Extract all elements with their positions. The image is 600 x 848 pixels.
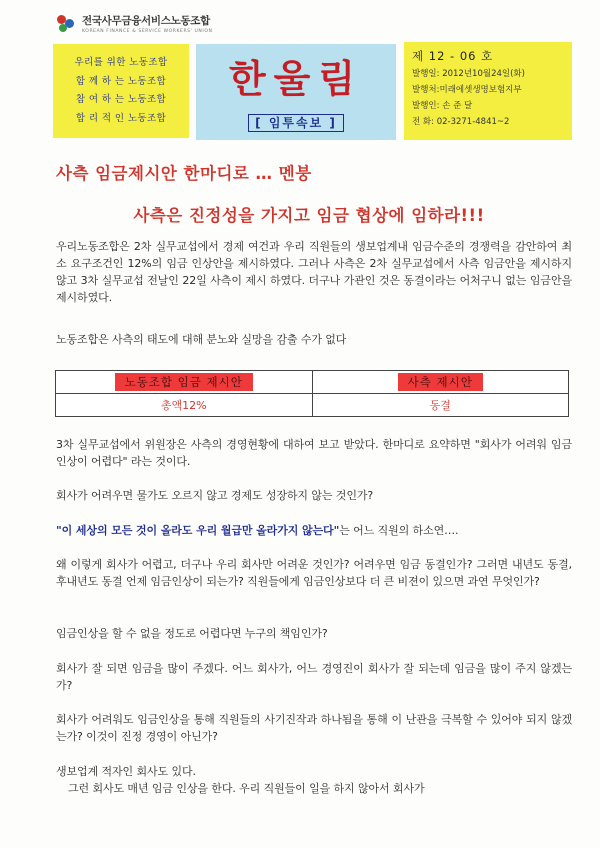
masthead-subtitle: [ 임투속보 ]	[248, 114, 344, 132]
issue-phone: 전 화: 02-3271-4841~2	[412, 117, 510, 127]
paragraph-briefing: 3차 실무교섭에서 위원장은 사측의 경영현황에 대하여 보고 받았다. 한마디로 요약하면 "회사가 어려워 임금인상이 어렵다" 라는 것이다.	[56, 438, 572, 468]
paragraph-employee-quote	[56, 522, 572, 539]
union-proposal-value: 총액12%	[56, 394, 313, 417]
org-subtitle: KOREAN FINANCE & SERVICE WORKERS' UNION	[82, 28, 213, 34]
org-name: 전국사무금융서비스노동조합	[82, 14, 210, 27]
issue-number: 제 12 - 06 호	[412, 49, 494, 63]
employee-quote-suffix: 는 어느 직원의 하소연….	[339, 524, 459, 537]
issue-publisher: 발행인: 손 준 달	[412, 101, 473, 111]
table-row	[56, 394, 569, 417]
table-header-cell	[56, 371, 313, 394]
org-logo	[56, 10, 212, 36]
issue-date: 발행일: 2012년10월24일(화)	[412, 69, 525, 79]
paragraph-industry-deficit: 생보업계 적자인 회사도 있다.	[56, 765, 196, 778]
paragraph-morale: 회사가 어려워도 임금인상을 통해 직원들의 사기진작과 하나됨을 통해 이 난관을 극복할 수 있어야 되지 않겠는가? 이것이 진정 경영이 아닌가?	[56, 713, 572, 743]
paragraph-promise: 회사가 잘 되면 임금을 많이 주겠다. 어느 회사가, 어느 경영진이 회사가 잘 되는데 임금을 많이 주지 않겠는가?	[56, 662, 572, 692]
slogan-line: 함 께 하 는 노동조합	[75, 75, 167, 87]
paragraph-responsibility: 임금인상을 할 수 없을 정도로 어렵다면 누구의 책임인가?	[56, 627, 328, 640]
paragraph-annual-raise: 그런 회사도 매년 임금 인상을 한다. 우리 직원들이 일을 하지 않아서 회사가	[68, 782, 425, 795]
company-proposal-header: 사측 제시안	[398, 373, 483, 391]
union-proposal-header: 노동조합 임금 제시안	[115, 373, 253, 391]
issue-publisher-org: 발행처:미래에셋생명보험지부	[412, 85, 522, 95]
headline-primary: 사측 임금제시안 한마디로 … 멘붕	[56, 164, 312, 183]
masthead-subtitle-text: 임투속보	[268, 116, 324, 130]
table-header-row	[56, 371, 569, 394]
headline-secondary: 사측은 진정성을 가지고 임금 협상에 임하라!!!	[133, 206, 485, 225]
slogan-line: 참 여 하 는 노동조합	[75, 94, 167, 105]
paragraph-intro: 우리노동조합은 2차 실무교섭에서 경제 여건과 우리 직원들의 생보업계내 임금수준의 경쟁력을 감안하여 최소 요구조건인 12%의 임금 인상안을 제시하였다. 그러나 사측은 2차 실무교섭에서 사측 임금안을 제시하지 않고 3차 실무교섭 전날인 22일 사측이 제시 하였다. 더구나 가관인 것은 동결이라는 어처구니 없는 임금안을 제시하였다.	[56, 240, 572, 304]
employee-quote: "이 세상의 모든 것이 올라도 우리 월급만 올라가지 않는다"	[56, 524, 340, 537]
slogan-box	[53, 44, 189, 138]
wage-proposal-table	[55, 370, 569, 417]
masthead-title: 한울림	[228, 56, 364, 101]
paragraph-question-economy: 회사가 어려우면 물가도 오르지 않고 경제도 성장하지 않는 것인가?	[56, 489, 374, 502]
slogan-line: 우리를 위한 노동조합	[74, 57, 168, 68]
issue-info-box	[404, 42, 572, 140]
union-logo-icon	[56, 13, 76, 33]
paragraph-union-stance: 노동조합은 사측의 태도에 대해 분노와 실망을 감출 수가 없다	[56, 333, 347, 346]
table-header-cell	[312, 371, 569, 394]
masthead	[196, 44, 396, 140]
paragraph-questions: 왜 이렇게 회사가 어렵고, 더구나 우리 회사만 어려운 것인가? 어려우면 임금 동결인가? 그러면 내년도 동결, 후내년도 동결 언제 임금인상이 되는가? 직원들에게 임금인상보다 더 큰 비젼이 있으면 과연 무엇인가?	[56, 558, 572, 588]
company-proposal-value: 동결	[312, 394, 569, 417]
slogan-line: 합 리 적 인 노동조합	[75, 112, 167, 124]
